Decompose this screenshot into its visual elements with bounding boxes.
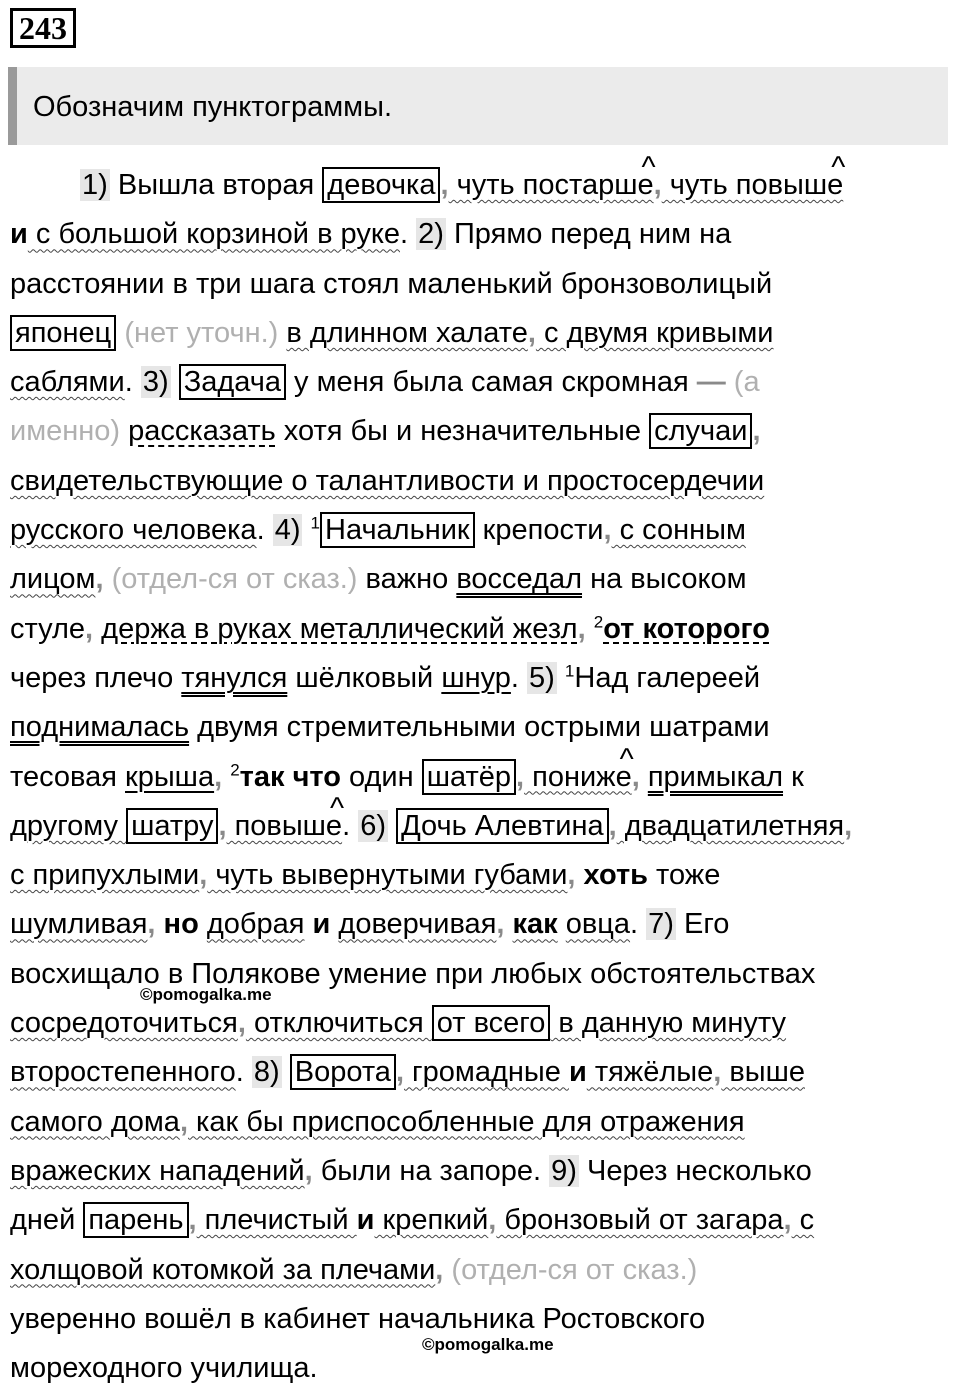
participle-run: держа в руках металлический жезл: [101, 612, 578, 645]
comma-mark: ,: [214, 760, 223, 793]
comma-mark: ,: [85, 612, 94, 645]
subject-box: японец: [10, 315, 116, 351]
conjunction-word: от которого: [603, 612, 770, 645]
conjunction: и: [356, 1204, 375, 1237]
comma-mark: ,: [440, 169, 449, 201]
subject-box: Дочь Алевтина: [396, 808, 609, 844]
comma-mark: ,: [567, 859, 576, 892]
text-run: дней: [10, 1204, 84, 1237]
modifier-run: бронзовый от загара: [496, 1204, 784, 1237]
text-line: [10, 309, 950, 358]
text-run: Прямо перед ним на: [445, 218, 732, 251]
text-run: [640, 761, 648, 793]
modifier-run: плечистый: [196, 1204, 357, 1237]
text-run: [388, 810, 396, 842]
text-run: уверенно вошёл в кабинет начальника Ростовского: [10, 1302, 706, 1335]
text-run: [504, 908, 512, 940]
predicate-run: восседал: [456, 563, 583, 596]
sentence-number: 1): [82, 169, 108, 201]
comma-mark: ,: [179, 1105, 188, 1138]
text-run: Его: [675, 908, 730, 941]
conjunction: и: [10, 218, 28, 251]
text-line: [10, 999, 950, 1048]
text-line: [10, 802, 950, 851]
modifier-run: двадцатилетняя: [616, 809, 845, 842]
text-run: .: [309, 1352, 318, 1385]
modifier-run: русского человека: [10, 514, 257, 547]
watermark: ©pomogalka.me: [422, 1335, 554, 1354]
text-run: .: [124, 366, 141, 399]
text-line: [10, 851, 950, 900]
text-run: один: [340, 760, 422, 793]
sentence-number: 3): [142, 366, 169, 399]
text-line: [10, 506, 950, 555]
conjunction: как: [512, 908, 558, 941]
sentence-number: 7): [648, 908, 674, 941]
modifier-run: с: [791, 1204, 815, 1237]
text-run: .: [399, 218, 417, 251]
subject-box: девочка: [322, 167, 440, 203]
text-run: [575, 859, 583, 891]
sentence-number: 9): [551, 1154, 577, 1187]
clause-index: 1: [564, 661, 575, 681]
predicate-run: тянулся: [181, 661, 288, 694]
comma-mark: ,: [844, 809, 853, 842]
comma-mark: ,: [488, 1204, 497, 1237]
modifier-run: с сонным: [611, 514, 746, 547]
modifier-run: сосредоточиться: [10, 1007, 238, 1040]
comma-mark: ,: [713, 1056, 722, 1089]
comma-mark: ,: [608, 809, 617, 842]
subject-box: парень: [83, 1202, 188, 1238]
text-run: крепости: [474, 514, 604, 547]
text-run: [93, 613, 101, 645]
text-run: .: [630, 908, 647, 941]
text-run: были на запоре: [312, 1154, 534, 1187]
text-run: стуле: [10, 612, 86, 645]
modifier-run: холщовой котомкой за плечами: [10, 1253, 436, 1286]
comma-mark: ,: [237, 1007, 246, 1040]
comma-mark: ,: [527, 316, 536, 349]
text-run: Над галереей: [574, 661, 761, 694]
comma-mark: ,: [435, 1253, 444, 1286]
comma-mark: ,: [496, 908, 505, 941]
modifier-run: отключиться: [245, 1007, 432, 1040]
text-run: .: [342, 809, 359, 842]
clause-index: 2: [593, 612, 604, 632]
sentence-number: 4): [274, 514, 301, 547]
modifier-run: с двумя кривыми: [535, 316, 774, 349]
comma-mark: ,: [653, 169, 662, 201]
modifier-run: выше: [721, 1056, 805, 1089]
modifier-run: чуть вывернутыми губами: [207, 859, 568, 892]
modifier-run: с припухлыми: [10, 859, 200, 892]
grey-note: (а: [725, 366, 760, 399]
conjunction: хоть: [583, 859, 648, 892]
comma-mark: ,: [516, 760, 525, 793]
conjunction: и: [568, 1056, 587, 1089]
sentence-number: 5): [529, 661, 555, 694]
modifier-run: овца: [565, 908, 631, 941]
dash-mark: —: [696, 366, 726, 399]
clause-index: 2: [230, 759, 240, 779]
object-box: шатру: [126, 808, 218, 844]
comma-mark: ,: [218, 809, 227, 842]
grey-note: (отдел-ся от сказ.): [103, 563, 366, 596]
modifier-run: свидетельствующие о талантливости и простосердечии: [10, 464, 765, 497]
subject-box: случаи: [649, 413, 752, 449]
text-run: [120, 415, 128, 447]
modifier-run: вражеских нападений: [10, 1154, 305, 1187]
exercise-text: [10, 161, 950, 1393]
comma-mark: ,: [95, 563, 104, 596]
modifier-run: чуть повыше ^: [662, 169, 844, 201]
text-run: у меня была самая скромная: [285, 366, 697, 399]
modifier-run: добрая: [206, 908, 305, 941]
text-run: через плечо: [10, 661, 182, 694]
text-line: [10, 1196, 950, 1245]
subject-box: Задача: [179, 364, 286, 400]
sentence-number: 6): [360, 809, 386, 842]
text-run: шёлковый: [287, 661, 442, 694]
comma-mark: ,: [199, 859, 208, 892]
comma-mark: ,: [783, 1204, 792, 1237]
text-run: .: [533, 1154, 550, 1187]
modifier-run: пониже ^: [524, 761, 632, 793]
text-run: к: [783, 760, 804, 793]
comma-mark: ,: [752, 415, 761, 448]
grey-note: именно): [10, 415, 121, 448]
text-line: [10, 358, 950, 407]
grey-note: (нет уточн.): [116, 316, 287, 349]
sentence-number: 2): [418, 218, 444, 251]
modifier-run: в длинном халате: [286, 316, 528, 349]
text-run: расстоянии в три шага стоял маленький бронзоволицый: [10, 267, 773, 300]
modifier-run: другому: [10, 809, 127, 842]
text-run: [155, 908, 163, 940]
modifier-run: шумливая: [10, 908, 148, 941]
text-run: [558, 908, 566, 940]
text-run: Вышла вторая: [109, 169, 323, 201]
text-line: [10, 1098, 950, 1147]
text-line: [10, 555, 950, 604]
comma-mark: ,: [631, 760, 640, 793]
text-line: [10, 161, 950, 210]
modifier-run: саблями: [10, 366, 125, 399]
modifier-run: доверчивая: [338, 908, 497, 941]
modifier-run: громадные: [404, 1056, 569, 1089]
modifier-run: как бы приспособленные для отражения: [188, 1105, 745, 1138]
text-run: [586, 613, 594, 645]
modifier-run: в данную минуту: [550, 1007, 787, 1040]
subject-run: крыша: [125, 760, 215, 793]
modifier-run: самого дома: [10, 1105, 180, 1138]
text-run: [302, 514, 310, 546]
comma-mark: ,: [147, 908, 156, 941]
predicate-run: рассказать: [128, 415, 276, 448]
text-line: [10, 654, 950, 703]
modifier-run: с большой корзиной в руке: [27, 218, 400, 251]
exercise-number: 243: [10, 8, 76, 48]
text-run: важно: [365, 563, 457, 596]
banner-text: Обозначим пунктограммы.: [33, 91, 393, 123]
text-run: .: [235, 1056, 252, 1089]
modifier-run: повыше ^: [227, 810, 343, 842]
text-run: .: [510, 661, 528, 694]
text-line: [10, 407, 950, 456]
text-run: на высоком: [582, 563, 747, 596]
conjunction: и: [312, 908, 331, 941]
comma-mark: ,: [395, 1056, 404, 1089]
subject-box: Начальник: [320, 512, 475, 548]
comma-mark: ,: [304, 1154, 313, 1187]
text-line: [10, 210, 950, 259]
comma-mark: ,: [603, 514, 612, 547]
text-line: [10, 703, 950, 752]
object-box: от всего: [432, 1005, 551, 1041]
text-run: двумя стремительными острыми шатрами: [189, 711, 770, 744]
task-banner: [8, 67, 948, 145]
text-run: [199, 908, 207, 940]
text-run: [171, 366, 179, 398]
text-run: [557, 662, 565, 694]
text-run: хотя бы и незначительные: [275, 415, 650, 448]
subject-box: Ворота: [290, 1054, 396, 1090]
text-run: мореходного училища: [10, 1352, 310, 1385]
comma-mark: ,: [577, 612, 586, 645]
modifier-run: лицом: [10, 563, 96, 596]
conjunction-word: так что: [239, 760, 341, 793]
modifier-run: второстепенного: [10, 1056, 236, 1089]
text-line: [10, 900, 950, 949]
text-line: [10, 1048, 950, 1097]
modifier-run: тяжёлые: [586, 1056, 714, 1089]
text-line: [10, 457, 950, 506]
predicate-run: поднималась: [10, 711, 190, 744]
sentence-number: 8): [253, 1056, 280, 1089]
text-run: [222, 761, 230, 793]
predicate-run: примыкал: [647, 760, 784, 793]
subject-box: шатёр: [422, 759, 516, 795]
clause-index: 1: [310, 513, 321, 533]
watermark: ©pomogalka.me: [140, 985, 272, 1004]
grey-note: (отдел-ся от сказ.): [443, 1253, 698, 1286]
text-line: [10, 605, 950, 654]
modifier-run: чуть постарше ^: [449, 169, 654, 201]
subject-run: шнур: [441, 661, 511, 694]
text-run: [282, 1056, 290, 1088]
text-line: [10, 1246, 950, 1295]
text-run: .: [256, 514, 273, 547]
text-line: [10, 1147, 950, 1196]
modifier-run: крепкий: [374, 1204, 489, 1237]
text-line: [10, 260, 950, 309]
text-line: [10, 753, 950, 802]
text-run: восхищало в Полякове умение при любых обстоятельствах: [10, 957, 816, 990]
text-run: [304, 908, 312, 940]
text-run: тоже: [647, 859, 721, 892]
conjunction: но: [163, 908, 199, 941]
text-run: Через несколько: [578, 1154, 812, 1187]
comma-mark: ,: [188, 1204, 197, 1237]
text-run: тесовая: [10, 760, 126, 793]
